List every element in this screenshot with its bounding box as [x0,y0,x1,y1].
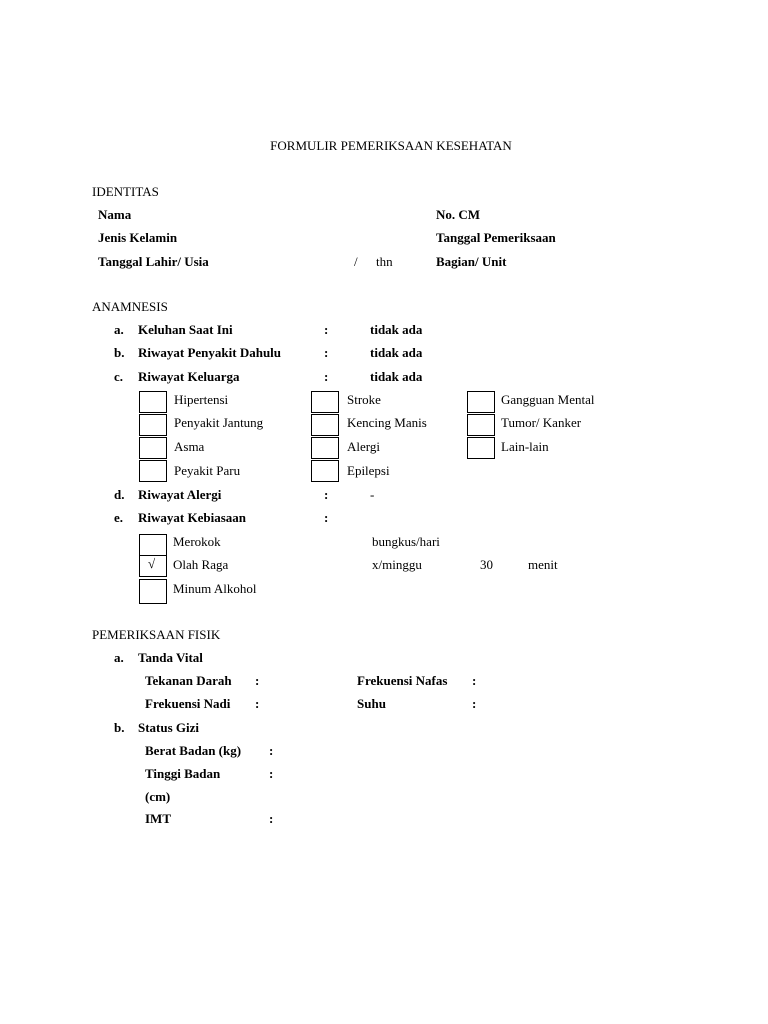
section-heading-pemeriksaan-fisik: PEMERIKSAAN FISIK [92,627,221,642]
label-suhu: Suhu [357,696,386,711]
habit-olah-raga: Olah Raga [173,557,229,572]
colon: : [324,487,329,502]
checkbox-hipertensi[interactable] [139,391,167,413]
colon: : [324,322,329,337]
checkbox-penyakit-jantung[interactable] [139,414,167,436]
page-title: FORMULIR PEMERIKSAAN KESEHATAN [270,138,512,153]
section-heading-identitas: IDENTITAS [92,184,159,199]
label-berat-badan: Berat Badan (kg) [145,743,242,758]
checkbox-stroke[interactable] [311,391,339,413]
checkbox-epilepsi[interactable] [311,460,339,482]
label-riwayat-kebiasaan: Riwayat Kebiasaan [138,510,246,525]
checkbox-merokok[interactable] [139,534,167,556]
colon: : [269,743,274,758]
checkbox-asma[interactable] [139,437,167,459]
label-cm: (cm) [145,789,171,804]
marker-b: b. [114,720,125,735]
unit-thn: thn [376,254,393,269]
option-epilepsi: Epilepsi [347,463,390,478]
marker-d: d. [114,487,125,502]
label-bagian-unit: Bagian/ Unit [436,254,507,269]
label-frekuensi-nadi: Frekuensi Nadi [145,696,231,711]
label-no-cm: No. CM [436,207,481,222]
label-jenis-kelamin: Jenis Kelamin [98,230,178,245]
marker-b: b. [114,345,125,360]
option-penyakit-jantung: Penyakit Jantung [174,415,264,430]
value-keluhan: tidak ada [370,322,423,337]
slash: / [354,254,358,269]
label-frekuensi-nafas: Frekuensi Nafas [357,673,448,688]
label-riwayat-keluarga: Riwayat Keluarga [138,369,240,384]
colon: : [255,673,260,688]
colon: : [255,696,260,711]
label-tekanan-darah: Tekanan Darah [145,673,232,688]
value-riwayat-keluarga: tidak ada [370,369,423,384]
option-tumor-kanker: Tumor/ Kanker [501,415,582,430]
option-kencing-manis: Kencing Manis [347,415,427,430]
habit-merokok: Merokok [173,534,221,549]
marker-a: a. [114,650,124,665]
colon: : [472,696,477,711]
label-riwayat-alergi: Riwayat Alergi [138,487,222,502]
section-heading-anamnesis: ANAMNESIS [92,299,168,314]
label-nama: Nama [98,207,132,222]
colon: : [324,369,329,384]
option-peyakit-paru: Peyakit Paru [174,463,241,478]
checkbox-lain-lain[interactable] [467,437,495,459]
label-tanggal-lahir: Tanggal Lahir/ Usia [98,254,209,269]
marker-c: c. [114,369,124,384]
colon: : [324,345,329,360]
option-asma: Asma [174,439,205,454]
label-imt: IMT [145,811,171,826]
marker-a: a. [114,322,124,337]
colon: : [472,673,477,688]
option-lain-lain: Lain-lain [501,439,549,454]
colon: : [324,510,329,525]
unit-menit: menit [528,557,558,572]
checkbox-tumor-kanker[interactable] [467,414,495,436]
unit-x-minggu: x/minggu [372,557,422,572]
value-durasi: 30 [480,557,493,572]
label-tanda-vital: Tanda Vital [138,650,203,665]
checkbox-peyakit-paru[interactable] [139,460,167,482]
option-alergi: Alergi [347,439,380,454]
unit-bungkus-hari: bungkus/hari [372,534,440,549]
checkbox-gangguan-mental[interactable] [467,391,495,413]
label-status-gizi: Status Gizi [138,720,200,735]
label-riwayat-penyakit-dahulu: Riwayat Penyakit Dahulu [138,345,282,360]
colon: : [269,811,274,826]
option-gangguan-mental: Gangguan Mental [501,392,595,407]
checkbox-minum-alkohol[interactable] [139,579,167,604]
option-hipertensi: Hipertensi [174,392,229,407]
checkmark-olah-raga: √ [148,556,156,571]
marker-e: e. [114,510,124,525]
label-keluhan: Keluhan Saat Ini [138,322,233,337]
value-riwayat-alergi: - [370,487,375,502]
label-tinggi-badan: Tinggi Badan [145,766,221,781]
option-stroke: Stroke [347,392,381,407]
value-riwayat-penyakit-dahulu: tidak ada [370,345,423,360]
label-tanggal-pemeriksaan: Tanggal Pemeriksaan [436,230,556,245]
checkbox-kencing-manis[interactable] [311,414,339,436]
habit-minum-alkohol: Minum Alkohol [173,581,257,596]
colon: : [269,766,274,781]
checkbox-alergi[interactable] [311,437,339,459]
